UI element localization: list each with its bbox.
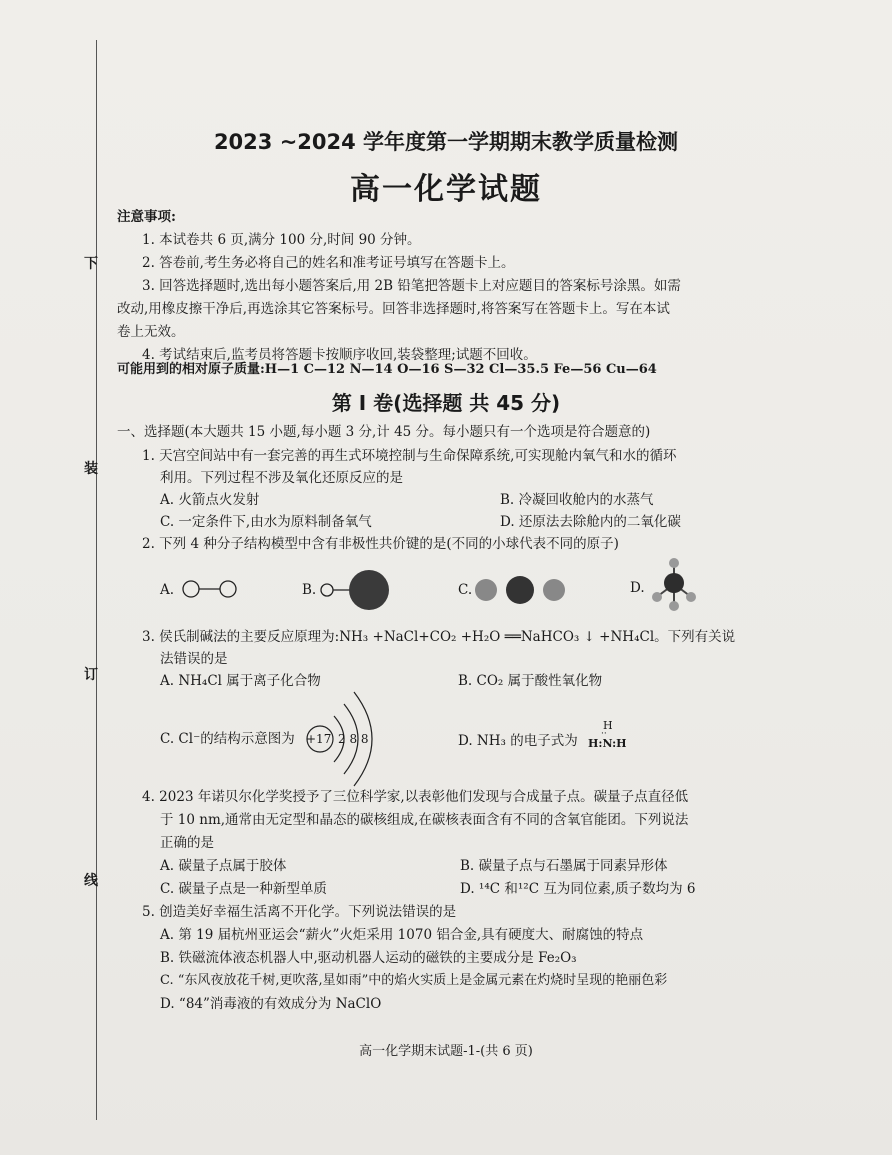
note-3-cont: 改动,用橡皮擦干净后,再选涂其它答案标号。回答非选择题时,将答案写在答题卡上。写在本试 bbox=[117, 301, 670, 317]
binding-char-zhuang: 装 bbox=[84, 461, 98, 477]
q5-option-b: B. 铁磁流体液态机器人中,驱动机器人运动的磁铁的主要成分是 Fe₂O₃ bbox=[160, 950, 577, 966]
chloride-nucleus-label: +17 bbox=[306, 732, 332, 746]
q1-option-a: A. 火箭点火发射 bbox=[160, 492, 260, 508]
q2-option-b: B. bbox=[302, 582, 317, 598]
molecule-model-b bbox=[318, 568, 393, 612]
q3-option-a: A. NH₄Cl 属于离子化合物 bbox=[160, 673, 321, 689]
atomic-mass: 可能用到的相对原子质量:H—1 C—12 N—14 O—16 S—32 Cl—35.5 Fe—56 Cu—64 bbox=[117, 362, 657, 377]
q3-option-b: B. CO₂ 属于酸性氧化物 bbox=[458, 673, 603, 689]
q3-option-d: D. NH₃ 的电子式为 bbox=[458, 733, 578, 749]
q3-option-c: C. Cl⁻的结构示意图为 bbox=[160, 731, 295, 747]
note-4: 4. 考试结束后,监考员将答题卡按顺序收回,装袋整理;试题不回收。 bbox=[142, 347, 537, 363]
q2-stem: 2. 下列 4 种分子结构模型中含有非极性共价键的是(不同的小球代表不同的原子) bbox=[142, 536, 619, 552]
note-1: 1. 本试卷共 6 页,满分 100 分,时间 90 分钟。 bbox=[142, 232, 421, 248]
q4-option-a: A. 碳量子点属于胶体 bbox=[160, 858, 287, 874]
q2-option-c: C. bbox=[458, 582, 473, 598]
note-3-cont2: 卷上无效。 bbox=[117, 324, 185, 340]
molecule-model-a bbox=[178, 576, 243, 602]
ammonia-electron-formula: H:N:H bbox=[588, 737, 627, 750]
section-instruction: 一、选择题(本大题共 15 小题,每小题 3 分,计 45 分。每小题只有一个选项是符合题意的) bbox=[117, 424, 651, 440]
q4-option-d: D. ¹⁴C 和¹²C 互为同位素,质子数均为 6 bbox=[460, 881, 696, 897]
chloride-shell-electrons: 2 8 8 bbox=[338, 732, 369, 746]
binding-char-xia: 下 bbox=[84, 256, 98, 272]
binding-char-ding: 订 bbox=[84, 667, 98, 683]
section-title: 第 Ⅰ 卷(选择题 共 45 分) bbox=[331, 391, 561, 415]
q3-stem: 3. 侯氏制碱法的主要反应原理为:NH₃ +NaCl+CO₂ +H₂O ══NaHCO₃ ↓ +NH₄Cl。下列有关说 bbox=[142, 629, 736, 645]
molecule-model-d bbox=[646, 556, 702, 612]
subject-title: 高一化学试题 bbox=[350, 172, 542, 207]
q1-option-b: B. 冷凝回收舱内的水蒸气 bbox=[500, 492, 654, 508]
q4-option-c: C. 碳量子点是一种新型单质 bbox=[160, 881, 327, 897]
q1-stem-cont: 利用。下列过程不涉及氧化还原反应的是 bbox=[160, 470, 403, 486]
q2-option-d: D. bbox=[630, 580, 645, 596]
q5-option-d: D. “84”消毒液的有效成分为 NaClO bbox=[160, 996, 382, 1012]
q4-stem-cont2: 正确的是 bbox=[160, 835, 214, 851]
ammonia-lone-pair-dots: ·· bbox=[601, 729, 607, 739]
q1-option-c: C. 一定条件下,由水为原料制备氧气 bbox=[160, 514, 372, 530]
ammonia-electron-formula-top: H bbox=[603, 719, 613, 732]
molecule-model-c bbox=[470, 574, 570, 606]
q5-option-a: A. 第 19 届杭州亚运会“薪火”火炬采用 1070 铝合金,具有硬度大、耐腐蚀的特点 bbox=[160, 927, 644, 943]
notes-heading: 注意事项: bbox=[117, 209, 176, 225]
q3-stem-cont: 法错误的是 bbox=[160, 651, 228, 667]
q4-option-b: B. 碳量子点与石墨属于同素异形体 bbox=[460, 858, 668, 874]
exam-title: 2023 ~2024 学年度第一学期期末教学质量检测 bbox=[213, 130, 679, 154]
note-2: 2. 答卷前,考生务必将自己的姓名和准考证号填写在答题卡上。 bbox=[142, 255, 515, 271]
q1-option-d: D. 还原法去除舱内的二氧化碳 bbox=[500, 514, 681, 530]
q2-option-a: A. bbox=[160, 582, 175, 598]
q5-stem: 5. 创造美好幸福生活离不开化学。下列说法错误的是 bbox=[142, 904, 457, 920]
q5-option-c: C. “东风夜放花千树,更吹落,星如雨”中的焰火实质上是金属元素在灼烧时呈现的艳丽色彩 bbox=[160, 973, 668, 988]
q4-stem-cont: 于 10 nm,通常由无定型和晶态的碳核组成,在碳核表面含有不同的含氧官能团。下列说法 bbox=[160, 812, 689, 828]
q1-stem: 1. 天宫空间站中有一套完善的再生式环境控制与生命保障系统,可实现舱内氧气和水的循环 bbox=[142, 448, 677, 464]
q4-stem: 4. 2023 年诺贝尔化学奖授予了三位科学家,以表彰他们发现与合成量子点。碳量子点直径低 bbox=[142, 789, 689, 805]
note-3: 3. 回答选择题时,选出每小题答案后,用 2B 铅笔把答题卡上对应题目的答案标号涂黑。如需 bbox=[142, 278, 681, 294]
page-footer: 高一化学期末试题-1-(共 6 页) bbox=[359, 1044, 533, 1059]
binding-char-xian: 线 bbox=[84, 873, 98, 889]
